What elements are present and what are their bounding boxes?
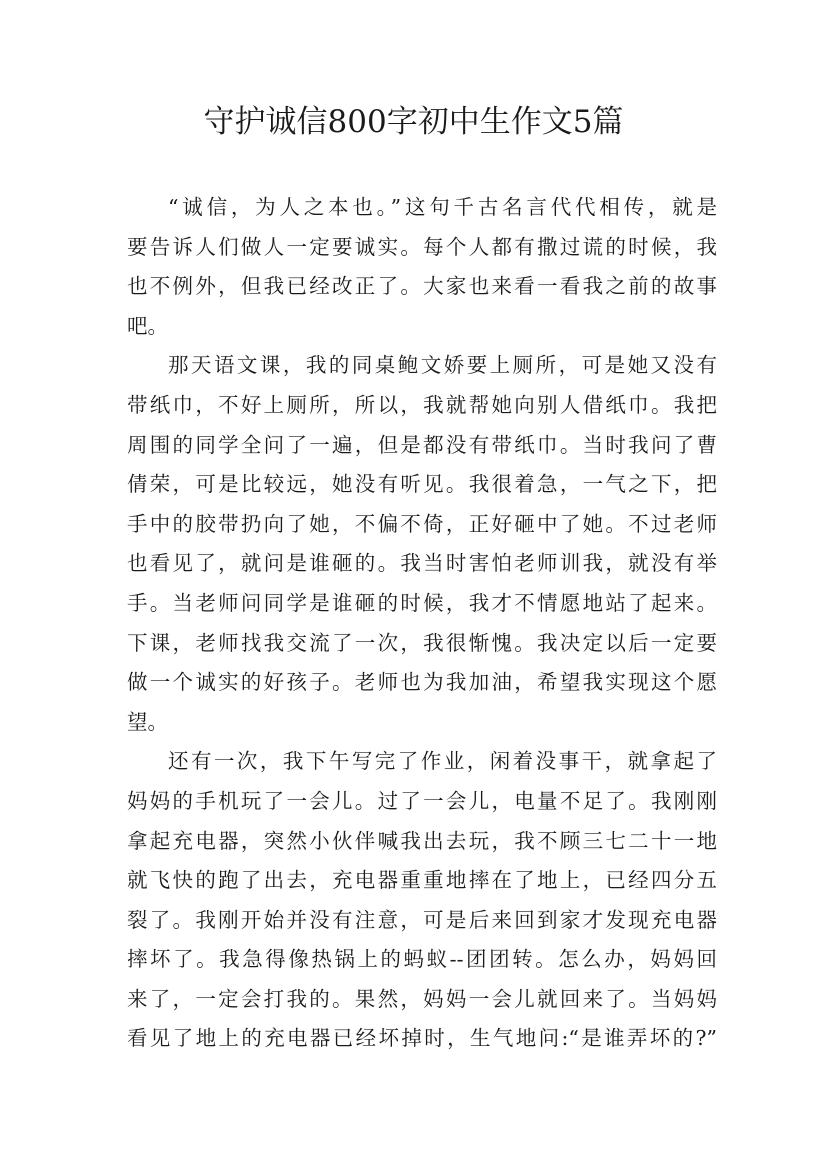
text-line: 摔坏了。我急得像热锅上的蚂蚁--团团转。怎么办，妈妈回 [127,947,717,972]
text-line: 手中的胶带扔向了她，不偏不倚，正好砸中了她。不过老师 [127,511,717,536]
text-line: 还有一次，我下午写完了作业，闲着没事干，就拿起了 [168,749,717,774]
text-line: 看见了地上的充电器已经坏掉时，生气地问:“是谁弄坏的?” [127,1026,717,1051]
text-line: 望。 [127,709,168,734]
document-body [127,188,717,1059]
text-line: 那天语文课，我的同桌鲍文娇要上厕所，可是她又没有 [168,353,717,378]
text-line: 就飞快的跑了出去，充电器重重地摔在了地上，已经四分五 [127,868,717,893]
text-line: 也看见了，就问是谁砸的。我当时害怕老师训我，就没有举 [127,551,717,576]
text-line: 带纸巾，不好上厕所，所以，我就帮她向别人借纸巾。我把 [127,392,717,417]
document-title: 守护诚信800字初中生作文5篇 [203,104,624,140]
text-line: 周围的同学全问了一遍，但是都没有带纸巾。当时我问了曹 [127,432,717,457]
text-line: 做一个诚实的好孩子。老师也为我加油，希望我实现这个愿 [127,670,717,695]
text-line: 裂了。我刚开始并没有注意，可是后来回到家才发现充电器 [127,907,717,932]
text-line: 也不例外，但我已经改正了。大家也来看一看我之前的故事 [127,274,717,299]
text-line: 来了，一定会打我的。果然，妈妈一会儿就回来了。当妈妈 [127,986,717,1011]
text-line: 倩荣，可是比较远，她没有听见。我很着急，一气之下，把 [127,472,717,497]
text-line: 要告诉人们做人一定要诚实。每个人都有撒过谎的时候，我 [127,234,717,259]
text-line: 吧。 [127,313,168,338]
text-line: 拿起充电器，突然小伙伴喊我出去玩，我不顾三七二十一地 [127,828,717,853]
text-line: “诚信，为人之本也。”这句千古名言代代相传，就是 [168,195,717,219]
text-line: 手。当老师问同学是谁砸的时候，我才不情愿地站了起来。 [127,590,717,615]
text-line: 妈妈的手机玩了一会儿。过了一会儿，电量不足了。我刚刚 [127,788,717,813]
text-line: 下课，老师找我交流了一次，我很惭愧。我决定以后一定要 [127,630,717,655]
